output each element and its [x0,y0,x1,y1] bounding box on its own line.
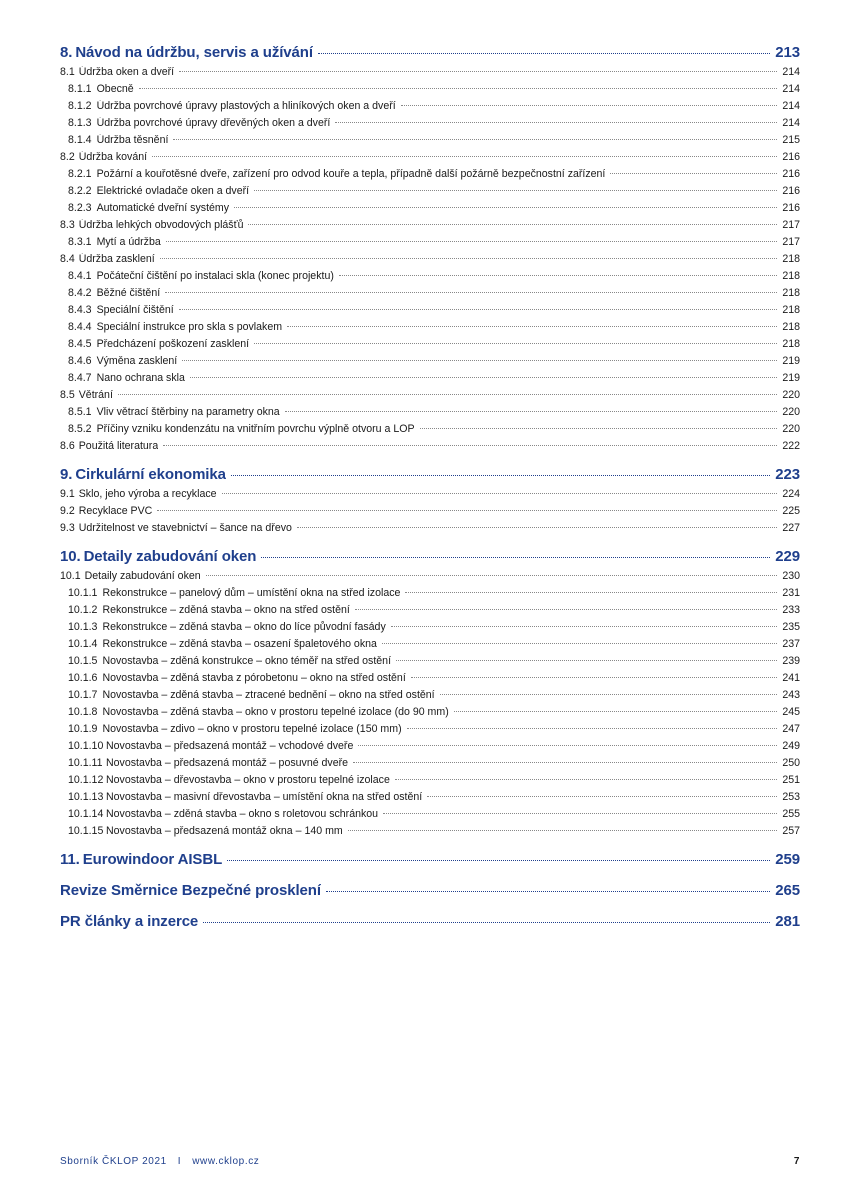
toc-entry-number: 10.1.11 [68,757,103,769]
toc-entry-title [60,548,256,565]
toc-entry-title [60,44,313,61]
toc-page-number: 229 [775,548,800,565]
toc-page-number: 218 [782,253,800,265]
toc-entry-title [68,83,134,95]
dot-leader [285,411,778,412]
toc-entry-title [68,757,348,769]
toc-entry-row[interactable] [60,134,800,151]
toc-entry-number: 8.3.1 [68,236,92,248]
toc-entry-number: 8.4.6 [68,355,92,367]
dot-leader [179,71,777,72]
toc-entry-number: 10.1.6 [68,672,98,684]
toc-page-number: 233 [782,604,800,616]
toc-entry-title [68,825,343,837]
toc-entry-number: 8.4.3 [68,304,92,316]
toc-page-number: 218 [782,321,800,333]
toc-page-number: 219 [782,355,800,367]
toc-entry-text: Údržba lehkých obvodových plášťů [78,219,244,231]
dot-leader [610,173,777,174]
toc-entry-title [68,638,377,650]
toc-entry-row[interactable] [60,808,800,825]
toc-page-number: 281 [775,913,800,930]
toc-entry-row[interactable] [60,570,800,587]
toc-entry-text: Speciální instrukce pro skla s povlakem [96,321,283,333]
dot-leader [420,428,778,429]
toc-entry-number: 11. [60,851,80,868]
dot-leader [427,796,777,797]
toc-entry-row[interactable] [60,825,800,842]
toc-entry-number: 8.5 [60,389,75,401]
toc-entry-text: Novostavba – zděná stavba z pórobetonu – okno na střed ostění [102,672,406,684]
toc-entry-text: Elektrické ovladače oken a dveří [96,185,250,197]
dot-leader [395,779,777,780]
toc-entry-text: Sklo, jeho výroba a recyklace [78,488,217,500]
toc-entry-number: 9.1 [60,488,75,500]
toc-entry-title [60,466,226,483]
toc-entry-row[interactable] [60,621,800,638]
dot-leader [173,139,777,140]
toc-entry-text: Nano ochrana skla [96,372,185,384]
toc-entry-title [68,168,605,180]
toc-entry-row[interactable] [60,168,800,185]
toc-entry-number: 10.1.14 [68,808,104,820]
toc-entry-number: 8.4.1 [68,270,92,282]
toc-entry-row[interactable] [60,270,800,287]
toc-entry-text: Použitá literatura [78,440,159,452]
toc-entry-row[interactable] [60,604,800,621]
toc-entry-number: 10.1.9 [68,723,98,735]
toc-page-number: 255 [782,808,800,820]
toc-entry-number: 10.1.13 [68,791,104,803]
toc-entry-text: Novostavba – dřevostavba – okno v prostoru tepelné izolace [106,774,390,786]
toc-entry-title [68,689,435,701]
toc-entry-text: Větrání [78,389,113,401]
footer-publication: Sborník ČKLOP 2021 [60,1156,167,1167]
toc-page-number: 214 [782,66,800,78]
toc-entry-row[interactable] [60,389,800,406]
toc-page-number: 241 [782,672,800,684]
toc-entry-title [60,488,217,500]
toc-page-number: 216 [782,185,800,197]
toc-entry-text: Obecně [96,83,134,95]
toc-entry-text: Příčiny vzniku kondenzátu na vnitřním povrchu výplně otvoru a LOP [96,423,415,435]
toc-entry-number: 10.1.10 [68,740,104,752]
toc-entry-row[interactable] [60,757,800,774]
toc-entry-title [68,423,415,435]
toc-page-number: 227 [782,522,800,534]
toc-entry-row[interactable] [60,689,800,706]
toc-page-number: 220 [782,389,800,401]
footer-website-link[interactable]: www.cklop.cz [192,1156,260,1167]
toc-entry-number: 10.1.2 [68,604,98,616]
toc-entry-title [68,321,282,333]
dot-leader [139,88,778,89]
toc-page-number: 239 [782,655,800,667]
toc-page-number: 265 [775,882,800,899]
toc-entry-text: Novostavba – zděná stavba – okno s roletovou schránkou [106,808,379,820]
toc-entry-row[interactable] [60,117,800,134]
toc-page-number: 216 [782,168,800,180]
toc-entry-number: 10.1 [60,570,81,582]
toc-entry-row[interactable] [60,740,800,757]
dot-leader [118,394,777,395]
toc-entry-title [60,66,174,78]
toc-entry-number: 10.1.8 [68,706,98,718]
toc-entry-number: 8.4.2 [68,287,92,299]
toc-entry-row[interactable] [60,423,800,440]
toc-entry-title [68,372,185,384]
toc-page-number: 249 [782,740,800,752]
toc-chapter-row[interactable] [60,548,800,570]
toc-entry-row[interactable] [60,655,800,672]
toc-entry-row[interactable] [60,355,800,372]
toc-entry-row[interactable] [60,406,800,423]
dot-leader [405,592,777,593]
toc-entry-text: Požární a kouřotěsné dveře, zařízení pro odvod kouře a tepla, případně další požárně bezpečnostní zařízení [96,168,606,180]
dot-leader [160,258,778,259]
toc-entry-title [60,913,198,930]
toc-entry-number: 10.1.7 [68,689,98,701]
toc-entry-title [60,151,147,163]
toc-entry-number: 8.5.2 [68,423,92,435]
toc-entry-text: Revize Směrnice Bezpečné prosklení [60,882,321,899]
toc-chapter-row[interactable] [60,44,800,66]
dot-leader [254,190,777,191]
toc-entry-number: 10.1.1 [68,587,98,599]
toc-page-number: 225 [782,505,800,517]
dot-leader [339,275,777,276]
dot-leader [190,377,777,378]
toc-entry-text: Novostavba – předsazená montáž – posuvné dveře [106,757,349,769]
dot-leader [411,677,778,678]
toc-page-number: 257 [782,825,800,837]
toc-entry-number: 8.3 [60,219,75,231]
toc-entry-title [68,355,177,367]
dot-leader [348,830,778,831]
toc-entry-text: Údržba kování [78,151,148,163]
toc-entry-title [68,270,334,282]
toc-entry-title [68,655,391,667]
toc-entry-row[interactable] [60,723,800,740]
toc-entry-text: Novostavba – předsazená montáž – vchodové dveře [106,740,354,752]
toc-entry-number: 9.3 [60,522,75,534]
toc-entry-number: 8.1.1 [68,83,92,95]
dot-leader [165,292,777,293]
toc-entry-text: Udržitelnost ve stavebnictví – šance na dřevo [78,522,292,534]
toc-entry-text: Eurowindoor AISBL [82,851,223,868]
dot-leader [335,122,777,123]
page-footer [60,1156,800,1167]
toc-entry-title [68,791,422,803]
toc-entry-row[interactable] [60,774,800,791]
dot-leader [231,475,770,476]
dot-leader [355,609,778,610]
toc-entry-row[interactable] [60,522,800,539]
toc-entry-text: Údržba povrchové úpravy dřevěných oken a dveří [96,117,331,129]
toc-entry-title [68,185,249,197]
toc-entry-number: 8.1.3 [68,117,92,129]
toc-entry-row[interactable] [60,151,800,168]
dot-leader [222,493,778,494]
toc-entry-row[interactable] [60,338,800,355]
dot-leader [454,711,778,712]
dot-leader [353,762,777,763]
dot-leader [440,694,778,695]
toc-entry-text: Recyklace PVC [78,505,153,517]
toc-entry-text: Údržba povrchové úpravy plastových a hliníkových oken a dveří [96,100,396,112]
toc-entry-title [68,338,249,350]
toc-entry-title [60,882,321,899]
toc-entry-number: 8.1 [60,66,75,78]
toc-entry-text: Novostavba – zděná konstrukce – okno téměř na střed ostění [102,655,392,667]
dot-leader [326,891,770,892]
toc-page-number: 245 [782,706,800,718]
toc-entry-number: 8.4.4 [68,321,92,333]
toc-page-number: 251 [782,774,800,786]
toc-page-number: 222 [782,440,800,452]
toc-entry-number: 8.4 [60,253,75,265]
toc-entry-number: 8.5.1 [68,406,92,418]
toc-entry-row[interactable] [60,66,800,83]
toc-page-number: 220 [782,406,800,418]
toc-entry-number: 8.1.2 [68,100,92,112]
dot-leader [179,309,778,310]
toc-entry-number: 8.2.3 [68,202,92,214]
toc-chapter-row[interactable] [60,466,800,488]
toc-entry-text: Detaily zabudování oken [83,548,257,565]
toc-entry-row[interactable] [60,185,800,202]
dot-leader [157,510,777,511]
toc-entry-title [60,219,243,231]
toc-entry-row[interactable] [60,706,800,723]
toc-page-number: 223 [775,466,800,483]
toc-entry-title [68,134,168,146]
toc-page-number: 224 [782,488,800,500]
toc-entry-text: Rekonstrukce – zděná stavba – okno do líce původní fasády [102,621,386,633]
toc-entry-title [68,672,406,684]
toc-entry-text: Rekonstrukce – zděná stavba – osazení špaletového okna [102,638,377,650]
toc-page-number: 216 [782,202,800,214]
toc-entry-title [68,304,174,316]
toc-page-number: 237 [782,638,800,650]
toc-page-number: 213 [775,44,800,61]
toc-page-number: 220 [782,423,800,435]
dot-leader [254,343,777,344]
toc-entry-row[interactable] [60,587,800,604]
toc-entry-number: 10.1.4 [68,638,98,650]
dot-leader [318,53,770,54]
toc-entry-row[interactable] [60,638,800,655]
toc-entry-text: Vliv větrací štěrbiny na parametry okna [96,406,280,418]
dot-leader [396,660,777,661]
toc-entry-text: Cirkulární ekonomika [75,466,226,483]
toc-entry-title [60,505,152,517]
toc-entry-text: Speciální čištění [96,304,174,316]
toc-entry-row[interactable] [60,440,800,457]
toc-entry-title [60,570,201,582]
toc-entry-row[interactable] [60,236,800,253]
toc-entry-number: 9. [60,466,73,483]
dot-leader [287,326,777,327]
toc-entry-title [60,253,155,265]
dot-leader [234,207,777,208]
toc-entry-title [68,706,449,718]
dot-leader [383,813,777,814]
dot-leader [358,745,777,746]
toc-entry-title [60,440,158,452]
toc-entry-number: 8.2.2 [68,185,92,197]
footer-page-number: 7 [793,1156,800,1167]
toc-page-number: 214 [782,100,800,112]
toc-entry-title [60,389,113,401]
toc-entry-number: 8.4.7 [68,372,92,384]
toc-entry-text: Běžné čištění [96,287,161,299]
toc-page-number: 216 [782,151,800,163]
dot-leader [203,922,770,923]
toc-entry-title [68,774,390,786]
toc-entry-row[interactable] [60,791,800,808]
toc-chapter-row[interactable] [60,851,800,873]
toc-entry-title [68,202,229,214]
dot-leader [401,105,778,106]
toc-entry-text: Novostavba – zdivo – okno v prostoru tepelné izolace (150 mm) [102,723,402,735]
toc-entry-title [68,406,280,418]
toc-page-number: 253 [782,791,800,803]
toc-page-number: 217 [782,236,800,248]
toc-entry-row[interactable] [60,202,800,219]
toc-entry-number: 10.1.15 [68,825,104,837]
toc-entry-row[interactable] [60,321,800,338]
dot-leader [297,527,777,528]
dot-leader [407,728,778,729]
toc-entry-text: Novostavba – zděná stavba – ztracené bednění – okno na střed ostění [102,689,435,701]
dot-leader [261,557,770,558]
toc-entry-row[interactable] [60,100,800,117]
toc-entry-title [68,587,400,599]
toc-page-number: 219 [782,372,800,384]
toc-entry-row[interactable] [60,672,800,689]
toc-entry-text: Počáteční čištění po instalaci skla (konec projektu) [96,270,334,282]
toc-entry-title [60,851,222,868]
toc-entry-text: Novostavba – zděná stavba – okno v prostoru tepelné izolace (do 90 mm) [102,706,449,718]
toc-entry-row[interactable] [60,287,800,304]
toc-entry-number: 10.1.5 [68,655,98,667]
toc-page-number: 250 [782,757,800,769]
toc-entry-title [68,621,386,633]
toc-entry-number: 8.2 [60,151,75,163]
toc-entry-number: 8.4.5 [68,338,92,350]
dot-leader [166,241,778,242]
table-of-contents [60,44,800,935]
dot-leader [382,643,777,644]
dot-leader [206,575,778,576]
dot-leader [182,360,777,361]
toc-entry-title [68,740,353,752]
toc-entry-row[interactable] [60,253,800,270]
toc-entry-title [68,236,161,248]
toc-entry-row[interactable] [60,83,800,100]
toc-entry-title [60,522,292,534]
toc-entry-title [68,287,160,299]
toc-entry-text: Detaily zabudování oken [84,570,201,582]
toc-page-number: 230 [782,570,800,582]
toc-entry-title [68,604,350,616]
toc-chapter-row[interactable] [60,913,800,935]
toc-chapter-row[interactable] [60,882,800,904]
toc-entry-title [68,723,402,735]
toc-page-number: 231 [782,587,800,599]
toc-entry-text: Údržba oken a dveří [78,66,175,78]
dot-leader [227,860,770,861]
toc-page-number: 215 [782,134,800,146]
toc-entry-text: Výměna zasklení [96,355,178,367]
toc-page-number: 259 [775,851,800,868]
toc-entry-title [68,808,378,820]
toc-page-number: 218 [782,270,800,282]
toc-page-number: 214 [782,83,800,95]
toc-entry-number: 10. [60,548,81,565]
toc-entry-text: Mytí a údržba [96,236,161,248]
toc-entry-number: 8.2.1 [68,168,92,180]
toc-entry-text: Rekonstrukce – panelový dům – umístění okna na střed izolace [102,587,401,599]
toc-entry-row[interactable] [60,219,800,236]
toc-entry-number: 8.6 [60,440,75,452]
toc-entry-text: Rekonstrukce – zděná stavba – okno na střed ostění [102,604,350,616]
dot-leader [248,224,777,225]
toc-entry-text: Novostavba – masivní dřevostavba – umístění okna na střed ostění [106,791,423,803]
toc-page-number: 247 [782,723,800,735]
toc-entry-number: 8.1.4 [68,134,92,146]
toc-entry-number: 10.1.12 [68,774,104,786]
toc-entry-row[interactable] [60,488,800,505]
dot-leader [163,445,777,446]
toc-entry-title [68,117,330,129]
toc-page-number: 217 [782,219,800,231]
toc-entry-text: Údržba těsnění [96,134,169,146]
toc-entry-text: Předcházení poškození zasklení [96,338,250,350]
toc-entry-number: 10.1.3 [68,621,98,633]
toc-entry-text: Novostavba – předsazená montáž okna – 140 mm [106,825,343,837]
toc-entry-text: Automatické dveřní systémy [96,202,230,214]
toc-page-number: 218 [782,338,800,350]
toc-entry-row[interactable] [60,372,800,389]
toc-entry-row[interactable] [60,505,800,522]
toc-entry-text: Návod na údržbu, servis a užívání [75,44,313,61]
toc-page-number: 218 [782,304,800,316]
footer-separator: I [177,1156,182,1167]
toc-page-number: 243 [782,689,800,701]
toc-entry-number: 8. [60,44,73,61]
toc-entry-title [68,100,396,112]
toc-entry-number: 9.2 [60,505,75,517]
toc-entry-row[interactable] [60,304,800,321]
toc-entry-text: Údržba zasklení [78,253,155,265]
toc-page-number: 218 [782,287,800,299]
dot-leader [391,626,778,627]
toc-entry-text: PR články a inzerce [60,913,199,930]
toc-page-number: 214 [782,117,800,129]
toc-page-number: 235 [782,621,800,633]
dot-leader [152,156,777,157]
